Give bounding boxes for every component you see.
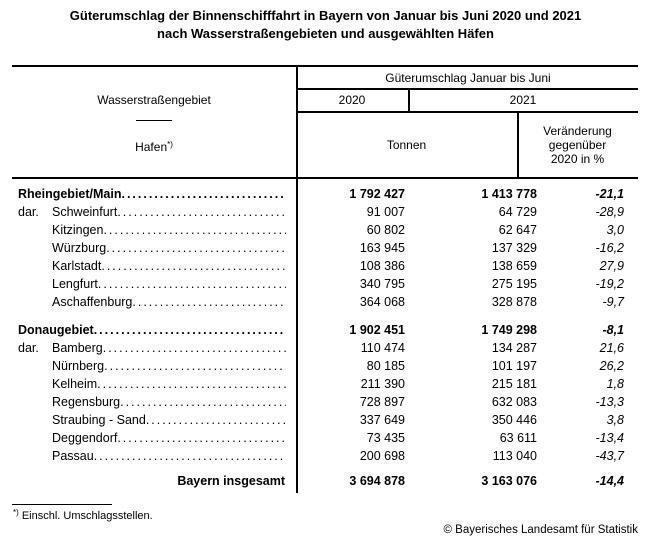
table-row-regensburg xyxy=(12,393,638,411)
row-name: Bayern insgesamt xyxy=(177,474,285,488)
value-2021: 63 611 xyxy=(499,431,537,445)
value-change-pct: -9,7 xyxy=(602,295,624,309)
darunter-prefix xyxy=(18,411,52,429)
dot-leader xyxy=(117,429,286,447)
row-label xyxy=(12,293,296,311)
value-change-pct: 21,6 xyxy=(599,341,624,355)
value-change-pct: -21,1 xyxy=(595,187,624,201)
value-change-pct: 1,8 xyxy=(606,377,624,391)
value-2020: 200 698 xyxy=(359,449,405,463)
value-2021: 64 729 xyxy=(498,205,537,219)
row-name: Kitzingen xyxy=(52,223,104,237)
header-col-2020: 2020 xyxy=(338,93,366,107)
value-2020: 80 185 xyxy=(366,359,405,373)
title-line-2: nach Wasserstraßengebieten und ausgewählten Häfen xyxy=(157,26,494,41)
value-2020: 211 390 xyxy=(360,377,405,391)
value-2020: 337 649 xyxy=(359,413,405,427)
stub-header-area: Wasserstraßengebiet xyxy=(97,93,211,107)
section-gap xyxy=(12,311,638,321)
row-label xyxy=(12,411,296,429)
dot-leader xyxy=(106,239,286,257)
value-2021: 3 163 076 xyxy=(481,474,537,488)
darunter-prefix xyxy=(18,357,52,375)
value-2020: 728 897 xyxy=(359,395,405,409)
header-divider-1 xyxy=(296,88,638,90)
table-row-passau xyxy=(12,447,638,465)
table-row-kelheim xyxy=(12,375,638,393)
row-name: Schweinfurt xyxy=(52,205,118,219)
table-row-lengfurt xyxy=(12,275,638,293)
darunter-prefix: dar. xyxy=(18,341,39,355)
row-name: Kelheim xyxy=(52,377,98,391)
table-row-bayern-insgesamt xyxy=(12,472,638,490)
dot-leader xyxy=(117,203,286,221)
value-change-pct: 3,8 xyxy=(606,413,624,427)
footnote xyxy=(13,508,153,522)
row-label xyxy=(12,239,296,257)
row-name: Passau xyxy=(52,449,94,463)
header-change-pct xyxy=(517,124,638,166)
value-2020: 110 474 xyxy=(360,341,405,355)
dot-leader xyxy=(101,257,286,275)
darunter-prefix xyxy=(18,429,52,447)
footnote-rule xyxy=(12,504,112,505)
value-2020: 163 945 xyxy=(359,241,405,255)
table-row-rheingebiet-main xyxy=(12,185,638,203)
table-row-bamberg xyxy=(12,339,638,357)
row-label xyxy=(12,339,296,357)
port-footnote-mark: *) xyxy=(167,140,173,149)
darunter-prefix xyxy=(18,293,52,311)
value-2021: 137 329 xyxy=(491,241,537,255)
value-2020: 60 802 xyxy=(366,223,405,237)
row-label xyxy=(12,221,296,239)
table-row-schweinfurt xyxy=(12,203,638,221)
table-row-deggendorf xyxy=(12,429,638,447)
value-2021: 350 446 xyxy=(491,413,537,427)
row-name: Aschaffenburg xyxy=(52,295,133,309)
total-gap xyxy=(12,465,638,472)
row-name: Lengfurt xyxy=(52,277,98,291)
row-name: Würzburg xyxy=(52,241,107,255)
darunter-prefix xyxy=(18,275,52,293)
value-2020: 364 068 xyxy=(359,295,405,309)
change-label-line2: gegenüber xyxy=(548,138,607,152)
value-2021: 1 413 778 xyxy=(481,187,537,201)
value-2020: 340 795 xyxy=(359,277,405,291)
dot-leader xyxy=(103,339,286,357)
value-change-pct: 26,2 xyxy=(599,359,624,373)
row-label xyxy=(12,185,296,203)
title-line-1: Güterumschlag der Binnenschifffahrt in Bayern von Januar bis Juni 2020 und 2021 xyxy=(69,8,582,23)
row-label xyxy=(12,375,296,393)
row-name: Donaugebiet xyxy=(18,323,94,337)
row-label xyxy=(12,275,296,293)
darunter-prefix xyxy=(18,239,52,257)
row-name: Regensburg xyxy=(52,395,121,409)
value-2021: 101 197 xyxy=(491,359,537,373)
dot-leader xyxy=(98,275,286,293)
darunter-prefix xyxy=(18,221,52,239)
row-name: Karlstadt xyxy=(52,259,102,273)
stub-header-port xyxy=(12,137,296,155)
dot-leader xyxy=(132,293,286,311)
copyright-notice: © Bayerisches Landesamt für Statistik xyxy=(443,524,638,536)
value-2020: 108 386 xyxy=(359,259,405,273)
row-name: Straubing - Sand xyxy=(52,413,146,427)
value-change-pct: -43,7 xyxy=(595,449,624,463)
dot-leader xyxy=(104,357,286,375)
value-2020: 91 007 xyxy=(366,205,405,219)
value-2021: 134 287 xyxy=(491,341,537,355)
row-name: Nürnberg xyxy=(52,359,105,373)
value-2021: 328 878 xyxy=(491,295,537,309)
value-2021: 215 181 xyxy=(491,377,537,391)
row-name: Deggendorf xyxy=(52,431,118,445)
header-col-2021: 2021 xyxy=(509,93,537,107)
value-change-pct: -14,4 xyxy=(595,474,624,488)
change-label-line1: Veränderung xyxy=(543,124,612,138)
darunter-prefix xyxy=(18,447,52,465)
row-label xyxy=(12,447,296,465)
table-row-nuernberg xyxy=(12,357,638,375)
row-label xyxy=(12,321,296,339)
value-2020: 3 694 878 xyxy=(349,474,405,488)
value-change-pct: -28,9 xyxy=(595,205,624,219)
value-change-pct: -13,3 xyxy=(595,395,624,409)
value-2021: 632 083 xyxy=(491,395,537,409)
value-2020: 1 902 451 xyxy=(349,323,405,337)
page-title xyxy=(0,7,651,43)
row-label xyxy=(12,472,296,490)
table-top-border xyxy=(12,65,638,67)
table-row-straubing-sand xyxy=(12,411,638,429)
table-row-wuerzburg xyxy=(12,239,638,257)
row-label xyxy=(12,393,296,411)
footnote-text: Einschl. Umschlagsstellen. xyxy=(21,510,153,522)
table-row-donaugebiet xyxy=(12,321,638,339)
value-2021: 1 749 298 xyxy=(481,323,537,337)
value-change-pct: 3,0 xyxy=(606,223,624,237)
change-label-line3: 2020 in % xyxy=(550,152,605,166)
dot-leader xyxy=(103,221,286,239)
footnote-mark: *) xyxy=(13,508,19,517)
row-label xyxy=(12,203,296,221)
dot-leader xyxy=(121,185,286,203)
value-change-pct: -16,2 xyxy=(595,241,624,255)
header-bottom-border xyxy=(12,177,638,179)
value-change-pct: -13,4 xyxy=(595,431,624,445)
value-2021: 275 195 xyxy=(491,277,537,291)
header-span-label: Güterumschlag Januar bis Juni xyxy=(385,71,551,85)
darunter-prefix: dar. xyxy=(18,205,39,219)
value-2020: 73 435 xyxy=(366,431,405,445)
value-change-pct: -19,2 xyxy=(595,277,624,291)
table-body xyxy=(12,185,638,490)
header-unit-tonnen: Tonnen xyxy=(386,138,427,152)
darunter-prefix xyxy=(18,375,52,393)
dot-leader xyxy=(94,447,286,465)
darunter-prefix xyxy=(18,257,52,275)
stub-head-rule xyxy=(136,120,172,121)
value-change-pct: 27,9 xyxy=(599,259,624,273)
value-2021: 113 040 xyxy=(492,449,537,463)
row-label xyxy=(12,357,296,375)
dot-leader xyxy=(120,393,286,411)
row-label xyxy=(12,257,296,275)
value-2021: 62 647 xyxy=(498,223,537,237)
header-divider-2 xyxy=(296,111,638,113)
dot-leader xyxy=(146,411,286,429)
value-change-pct: -8,1 xyxy=(602,323,624,337)
dot-leader xyxy=(97,375,286,393)
row-name: Rheingebiet/Main xyxy=(18,187,122,201)
table-row-karlstadt xyxy=(12,257,638,275)
row-label xyxy=(12,429,296,447)
value-2020: 1 792 427 xyxy=(349,187,405,201)
dot-leader xyxy=(94,321,286,339)
value-2021: 138 659 xyxy=(491,259,537,273)
table-row-kitzingen xyxy=(12,221,638,239)
darunter-prefix xyxy=(18,393,52,411)
table-row-aschaffenburg xyxy=(12,293,638,311)
port-label: Hafen xyxy=(135,140,168,154)
row-name: Bamberg xyxy=(52,341,103,355)
